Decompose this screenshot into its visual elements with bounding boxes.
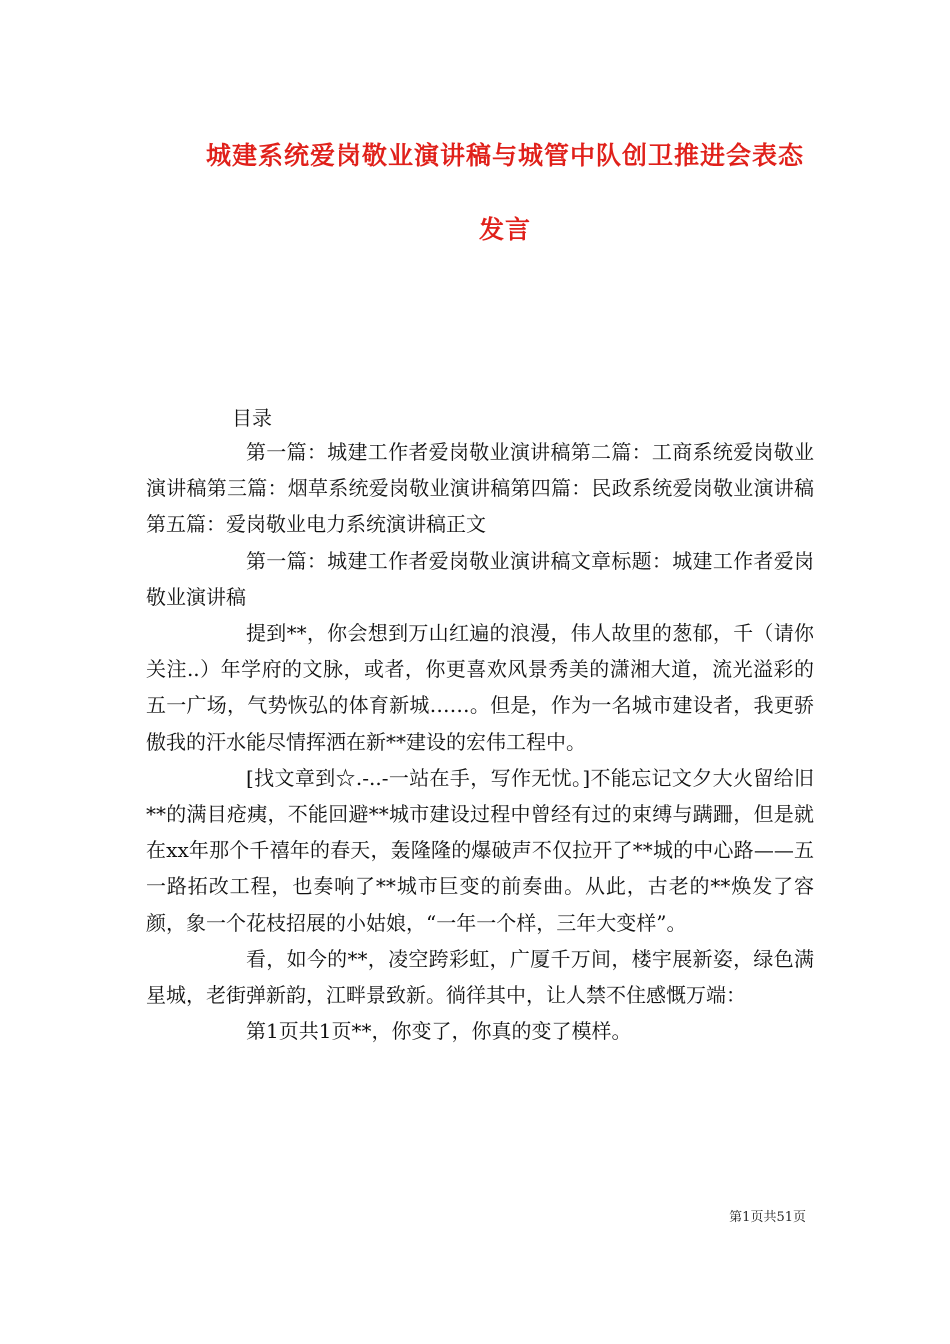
document-title-line-1: 城建系统爱岗敬业演讲稿与城管中队创卫推进会表态 bbox=[205, 141, 804, 170]
toc-paragraph: 第一篇：城建工作者爱岗敬业演讲稿第二篇：工商系统爱岗敬业演讲稿第三篇：烟草系统爱岗敬业演讲稿第四篇：民政系统爱岗敬业演讲稿第五篇：爱岗敬业电力系统演讲稿正文 bbox=[146, 440, 814, 537]
body-paragraph: 第一篇：城建工作者爱岗敬业演讲稿文章标题：城建工作者爱岗敬业演讲稿 bbox=[146, 548, 814, 609]
document-body bbox=[146, 434, 814, 1049]
page-number-footer: 第1页共51页 bbox=[729, 1210, 806, 1225]
body-paragraph: 第1页共1页**，你变了，你真的变了模样。 bbox=[246, 1019, 632, 1044]
toc-heading: 目录 bbox=[232, 406, 272, 430]
body-paragraph: 提到**，你会想到万山红遍的浪漫，伟人故里的葱郁，千（请你关注..）年学府的文脉，或者，你更喜欢风景秀美的潇湘大道，流光溢彩的五一广场，气势恢弘的体育新城……。但是，作为一名城市建设者，我更骄傲我的汗水能尽情挥洒在新**建设的宏伟工程中。 bbox=[146, 621, 814, 754]
document-title-line-2: 发言 bbox=[478, 215, 531, 244]
body-paragraph: 看，如今的**，凌空跨彩虹，广厦千万间，楼宇展新姿，绿色满星城，老街弹新韵，江畔景致新。徜徉其中，让人禁不住感慨万端： bbox=[146, 946, 814, 1008]
body-paragraph: [找文章到☆.-..-一站在手，写作无忧。]不能忘记文夕大火留给旧**的满目疮痍，不能回避**城市建设过程中曾经有过的束缚与蹒跚，但是就在xx年那个千禧年的春天，轰隆隆的爆破声不仅拉开了**城的中心路——五一路拓改工程，也奏响了**城市巨变的前奏曲。从此，古老的**焕发了容颜，象一个花枝招展的小姑娘，“一年一个样，三年大变样”。 bbox=[146, 765, 814, 935]
